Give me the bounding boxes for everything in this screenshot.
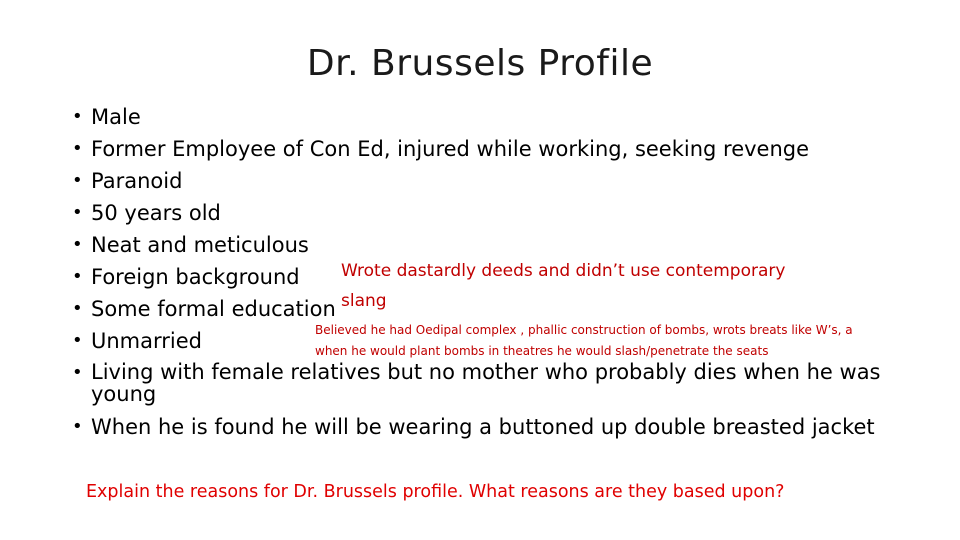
- bullet-male: • Male: [72, 101, 952, 133]
- bullet-formal-education: • Some formal education: [72, 293, 952, 325]
- slide-title: Dr. Brussels Profile: [306, 43, 654, 84]
- bullet-female-relatives: • Living with female relatives but no mother who probably dies when he was young: [72, 357, 891, 411]
- bullet-jacket: • When he is found he will be wearing a buttoned up double breasted jacket: [72, 411, 952, 443]
- annotation-slang-line2: slang: [341, 291, 387, 311]
- bullet-neat: • Neat and meticulous: [72, 229, 952, 261]
- annotation-slang: [341, 256, 785, 316]
- bullet-former-employee: • Former Employee of Con Ed, injured while working, seeking revenge: [72, 133, 952, 165]
- annotation-slang-line1: Wrote dastardly deeds and didn’t use contemporary: [341, 261, 786, 281]
- bullet-paranoid: • Paranoid: [72, 165, 952, 197]
- discussion-question: Explain the reasons for Dr. Brussels profile. What reasons are they based upon?: [86, 482, 785, 502]
- bullet-foreign-background: • Foreign background: [72, 261, 952, 293]
- bullet-age: • 50 years old: [72, 197, 952, 229]
- annotation-oedipal-line2: when he would plant bombs in theatres he would slash/penetrate the seats: [315, 344, 769, 358]
- annotation-oedipal: [315, 320, 853, 362]
- bullet-unmarried: • Unmarried: [72, 325, 952, 357]
- annotation-oedipal-line1: Believed he had Oedipal complex , phallic construction of bombs, wrots breats like W’s, a: [315, 323, 853, 337]
